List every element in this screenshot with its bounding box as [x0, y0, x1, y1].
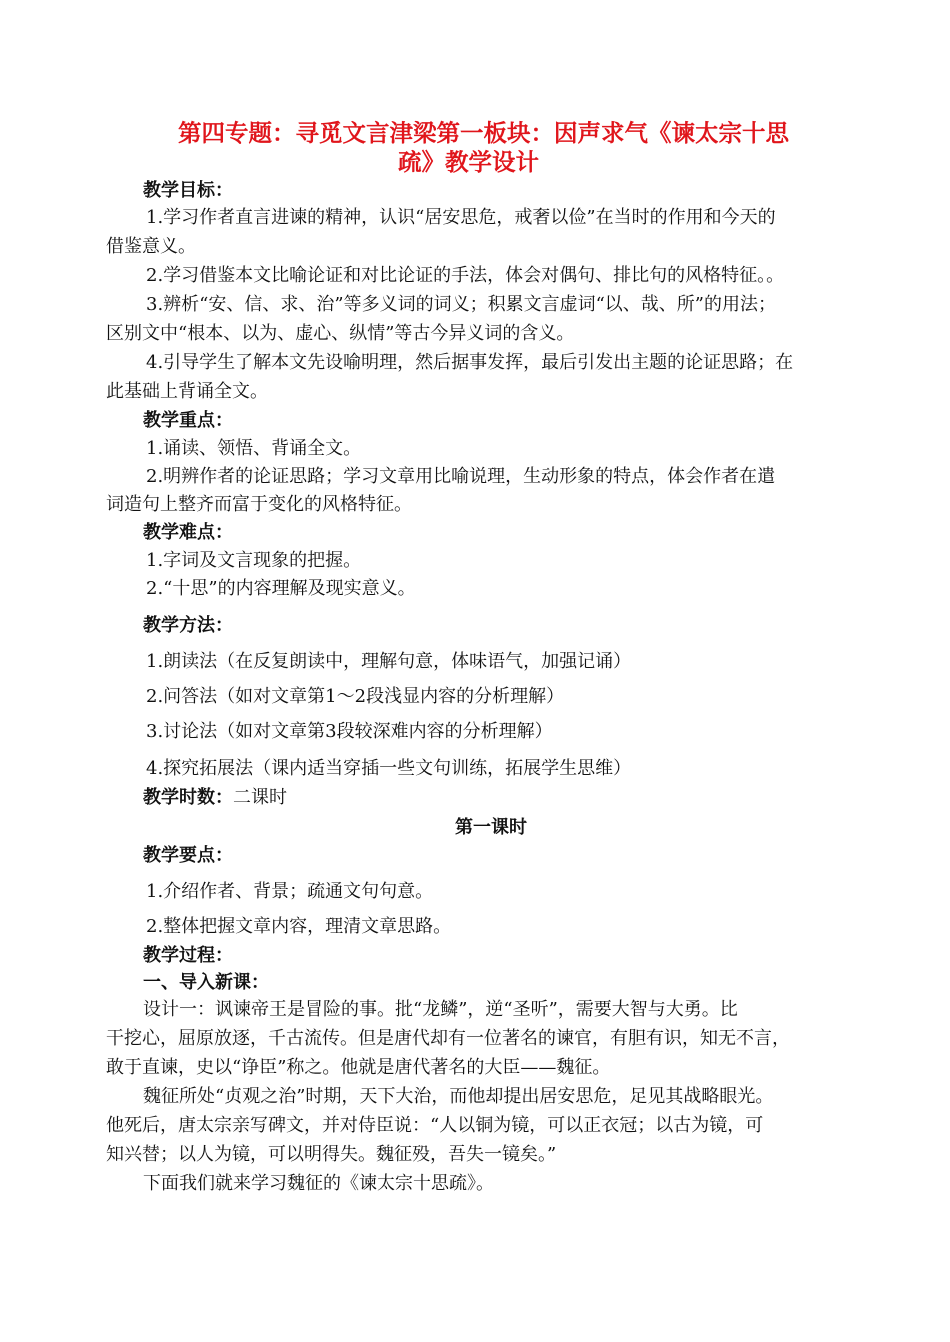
intro-paragraph-2-line3: 知兴替；以人为镜，可以明得失。魏征殁，吾失一镜矣。” [106, 1144, 557, 1165]
lesson-point-1: 1.介绍作者、背景；疏通文句句意。 [146, 881, 434, 902]
method-3: 3.讨论法（如对文章第3段较深难内容的分析理解） [146, 721, 553, 742]
difficulty-1: 1.字词及文言现象的把握。 [146, 550, 362, 571]
process-heading: 教学过程： [143, 945, 233, 966]
goal-1-line1: 1.学习作者直言进谏的精神，认识“居安思危，戒奢以俭”在当时的作用和今天的 [146, 207, 776, 228]
lesson-one-heading: 第一课时 [455, 817, 527, 838]
intro-paragraph-1-line1: 设计一：讽谏帝王是冒险的事。批“龙鳞”，逆“圣听”，需要大智与大勇。比 [143, 999, 738, 1020]
difficulty-2: 2.“十思”的内容理解及现实意义。 [146, 578, 416, 599]
goal-3-line1: 3.辨析“安、信、求、治”等多义词的词义；积累文言虚词“以、哉、所”的用法； [146, 294, 776, 315]
doc-title-line1: 第四专题：寻觅文言津梁第一板块：因声求气《谏太宗十思 [178, 119, 789, 147]
goal-4-line2: 此基础上背诵全文。 [106, 381, 268, 402]
doc-title-line2: 疏》教学设计 [398, 148, 539, 176]
method-4: 4.探究拓展法（课内适当穿插一些文句训练，拓展学生思维） [146, 758, 632, 779]
hours-heading: 教学时数： [143, 787, 233, 808]
goal-4-line1: 4.引导学生了解本文先设喻明理，然后据事发挥，最后引发出主题的论证思路；在 [146, 352, 794, 373]
key-point-2-line2: 词造句上整齐而富于变化的风格特征。 [106, 494, 412, 515]
intro-paragraph-2-line1: 魏征所处“贞观之治”时期，天下大治，而他却提出居安思危，足见其战略眼光。 [143, 1086, 774, 1107]
method-1: 1.朗读法（在反复朗读中，理解句意，体味语气，加强记诵） [146, 651, 632, 672]
difficulties-heading: 教学难点： [143, 522, 233, 543]
methods-heading: 教学方法： [143, 615, 233, 636]
intro-heading: 一、导入新课： [143, 972, 269, 993]
goal-1-line2: 借鉴意义。 [106, 236, 196, 257]
hours-line [143, 786, 287, 810]
key-point-2-line1: 2.明辨作者的论证思路；学习文章用比喻说理，生动形象的特点，体会作者在遣 [146, 466, 776, 487]
key-points-heading: 教学重点： [143, 410, 233, 431]
intro-paragraph-2-line2: 他死后，唐太宗亲写碑文，并对侍臣说：“人以铜为镜，可以正衣冠；以古为镜，可 [106, 1115, 764, 1136]
goal-2: 2.学习借鉴本文比喻论证和对比论证的手法，体会对偶句、排比句的风格特征。。 [146, 265, 785, 286]
key-point-1: 1.诵读、领悟、背诵全文。 [146, 438, 362, 459]
hours-value: 二课时 [233, 787, 287, 808]
lesson-points-heading: 教学要点： [143, 845, 233, 866]
intro-paragraph-1-line2: 干挖心，屈原放逐，千古流传。但是唐代却有一位著名的谏官，有胆有识，知无不言， [106, 1028, 790, 1049]
method-2: 2.问答法（如对文章第1～2段浅显内容的分析理解） [146, 686, 565, 707]
goal-3-line2: 区别文中“根本、以为、虚心、纵情”等古今异义词的含义。 [106, 323, 575, 344]
intro-paragraph-3: 下面我们就来学习魏征的《谏太宗十思疏》。 [143, 1173, 494, 1194]
goals-heading: 教学目标： [143, 180, 233, 201]
intro-paragraph-1-line3: 敢于直谏，史以“诤臣”称之。他就是唐代著名的大臣——魏征。 [106, 1057, 611, 1078]
lesson-point-2: 2.整体把握文章内容，理清文章思路。 [146, 916, 452, 937]
